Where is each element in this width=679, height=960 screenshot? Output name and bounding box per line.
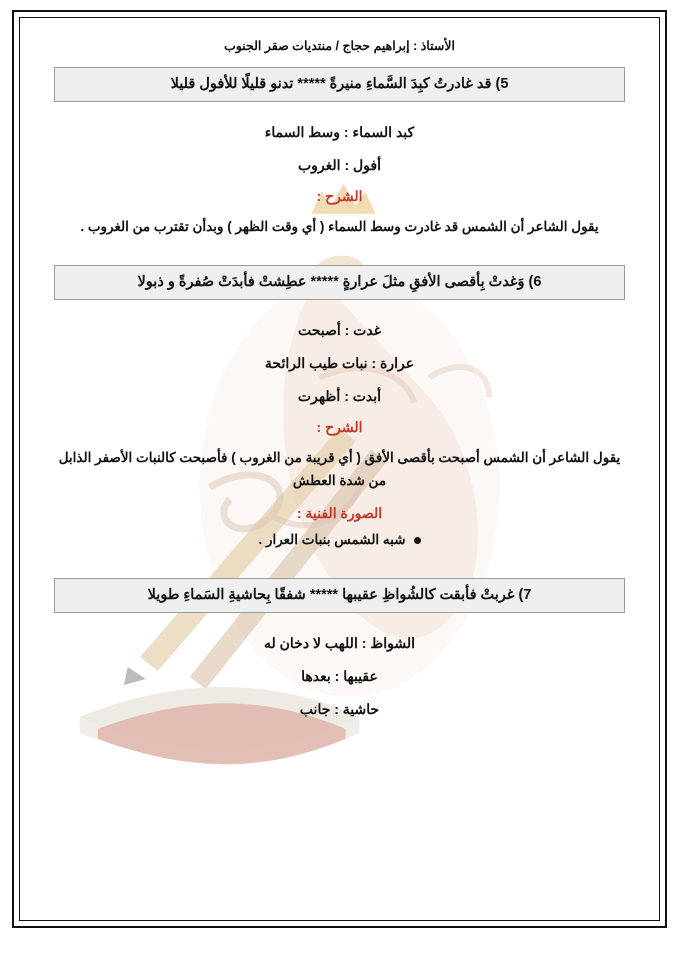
verse-text: 6) وَغدتْ بِأقصى الأفقِ مثلَ عرارةٍ ***** عطِشتْ فأبدَتْ صُفرةً و ذبولا [54, 265, 625, 300]
page-inner-border [19, 17, 660, 921]
verse-section-5 [54, 67, 625, 239]
verse-section-6 [54, 265, 625, 548]
document-content [20, 18, 659, 742]
vocabulary-item: حاشية : جانب [299, 700, 380, 717]
verse-text: 7) غربتْ فأبقت كالشُواظِ عقيبها ***** شفقًا بِحاشيةِ السَماءِ طويلا [54, 578, 625, 613]
explanation-text: يقول الشاعر أن الشمس قد غادرت وسط السماء ( أي وقت الظهر ) وبدأن تقترب من الغروب . [80, 219, 599, 234]
artistic-image-label: الصورة الفنية : [296, 504, 383, 521]
explanation-label: الشرح : [316, 418, 363, 435]
document-header: الأستاذ : إبراهيم حجاج / منتديات صقر الجنوب [224, 39, 455, 53]
bullet-dot-icon [414, 537, 421, 544]
vocabulary-item: الشواظ : اللهب لا دخان له [263, 634, 415, 651]
verse-section-7 [54, 578, 625, 720]
vocabulary-item: عقيبها : بعدها [301, 667, 378, 684]
vocabulary-item: كبد السماء : وسط السماء [264, 124, 415, 140]
explanation-label: الشرح : [316, 188, 363, 204]
verse-text: 5) قد غادرتُ كبِدَ السَّماءِ منيرةً ***** تدنو قليلًا للأفول قليلا [54, 67, 625, 102]
artistic-image-item [54, 532, 625, 548]
vocabulary-item: غدت : أصبحت [297, 321, 382, 338]
artistic-image-text: شبه الشمس بنبات العرار . [258, 531, 406, 547]
page-outer-border [12, 10, 667, 928]
vocabulary-item: عرارة : نبات طيب الرائحة [264, 354, 415, 371]
explanation-text: يقول الشاعر أن الشمس أصبحت بأقصى الأفق ( أي قريبة من الغروب ) فأصبحت كالنبات الأصفر الذابل من شدة العطش [58, 449, 621, 489]
vocabulary-item: أبدت : أظهرت [297, 387, 382, 404]
vocabulary-item: أفول : الغروب [297, 157, 381, 173]
